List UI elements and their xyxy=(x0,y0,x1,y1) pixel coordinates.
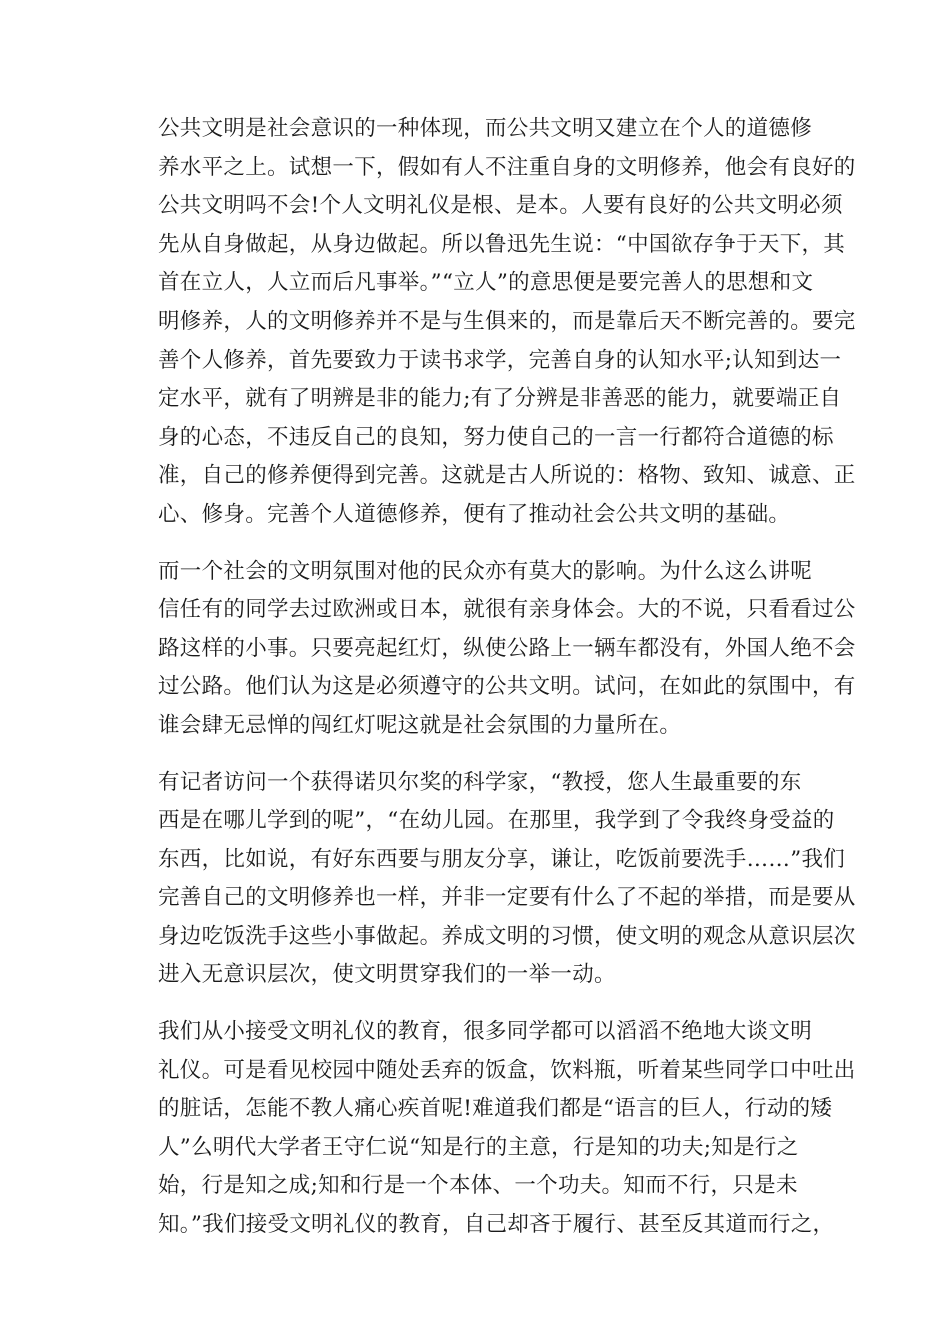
text-line: 始，行是知之成;知和行是一个本体、一个功夫。知而不行，只是未 xyxy=(158,1173,798,1199)
paragraph-public-civility xyxy=(115,110,856,535)
text-line: 的脏话，怎能不教人痛心疾首呢!难道我们都是“语言的巨人，行动的矮 xyxy=(158,1096,833,1122)
text-line: 公共文明是社会意识的一种体现，而公共文明又建立在个人的道德修 xyxy=(158,116,813,141)
document-body xyxy=(115,110,856,1263)
text-line: 定水平，就有了明辨是非的能力;有了分辨是非善恶的能力，就要端正自 xyxy=(158,386,842,412)
text-line: 先从自身做起，从身边做起。所以鲁迅先生说：“中国欲存争于天下，其 xyxy=(158,231,846,257)
text-line: 有记者访问一个获得诺贝尔奖的科学家，“教授，您人生最重要的东 xyxy=(158,769,802,795)
text-line: 谁会肆无忌惮的闯红灯呢这就是社会氛围的力量所在。 xyxy=(158,712,682,738)
text-line: 西是在哪儿学到的呢”，“在幼儿园。在那里，我学到了令我终身受益的 xyxy=(158,808,835,834)
text-line: 公共文明吗不会!个人文明礼仪是根、是本。人要有良好的公共文明必须 xyxy=(158,193,843,219)
text-line: 准，自己的修养便得到完善。这就是古人所说的：格物、致知、诚意、正 xyxy=(158,463,856,489)
paragraph-nobel-interview xyxy=(115,764,856,996)
text-line: 而一个社会的文明氛围对他的民众亦有莫大的影响。为什么这么讲呢 xyxy=(158,558,813,584)
text-line: 人”么明代大学者王守仁说“知是行的主意，行是知的功夫;知是行之 xyxy=(158,1134,799,1160)
paragraph-social-atmosphere xyxy=(115,553,856,746)
text-line: 身的心态，不违反自己的良知，努力使自己的一言一行都符合道德的标 xyxy=(158,424,834,450)
text-line: 信任有的同学去过欧洲或日本，就很有亲身体会。大的不说，只看看过公 xyxy=(158,597,856,623)
text-line: 心、修身。完善个人道德修养，便有了推动社会公共文明的基础。 xyxy=(158,501,791,527)
text-line: 身边吃饭洗手这些小事做起。养成文明的习惯，使文明的观念从意识层次 xyxy=(158,923,856,949)
text-line: 善个人修养，首先要致力于读书求学，完善自身的认知水平;认知到达一 xyxy=(158,347,842,373)
text-line: 过公路。他们认为这是必须遵守的公共文明。试问，在如此的氛围中，有 xyxy=(158,674,856,700)
text-line: 东西，比如说，有好东西要与朋友分享，谦让，吃饭前要洗手……”我们 xyxy=(158,846,846,872)
text-line: 养水平之上。试想一下，假如有人不注重自身的文明修养，他会有良好的 xyxy=(158,154,856,180)
text-line: 首在立人，人立而后凡事举。”“立人”的意思便是要完善人的思想和文 xyxy=(158,270,814,296)
text-line: 礼仪。可是看见校园中随处丢弃的饭盒，饮料瓶，听着某些同学口中吐出 xyxy=(158,1057,856,1083)
text-line: 我们从小接受文明礼仪的教育，很多同学都可以滔滔不绝地大谈文明 xyxy=(158,1019,813,1045)
text-line: 路这样的小事。只要亮起红灯，纵使公路上一辆车都没有，外国人绝不会 xyxy=(158,635,856,661)
text-line: 完善自己的文明修养也一样，并非一定要有什么了不起的举措，而是要从 xyxy=(158,885,856,911)
text-line: 进入无意识层次，使文明贯穿我们的一举一动。 xyxy=(158,962,616,988)
text-line: 明修养，人的文明修养并不是与生俱来的，而是靠后天不断完善的。要完 xyxy=(158,308,856,334)
text-line: 知。”我们接受文明礼仪的教育，自己却吝于履行、甚至反其道而行之， xyxy=(158,1212,835,1238)
paragraph-etiquette-education xyxy=(115,1013,856,1245)
